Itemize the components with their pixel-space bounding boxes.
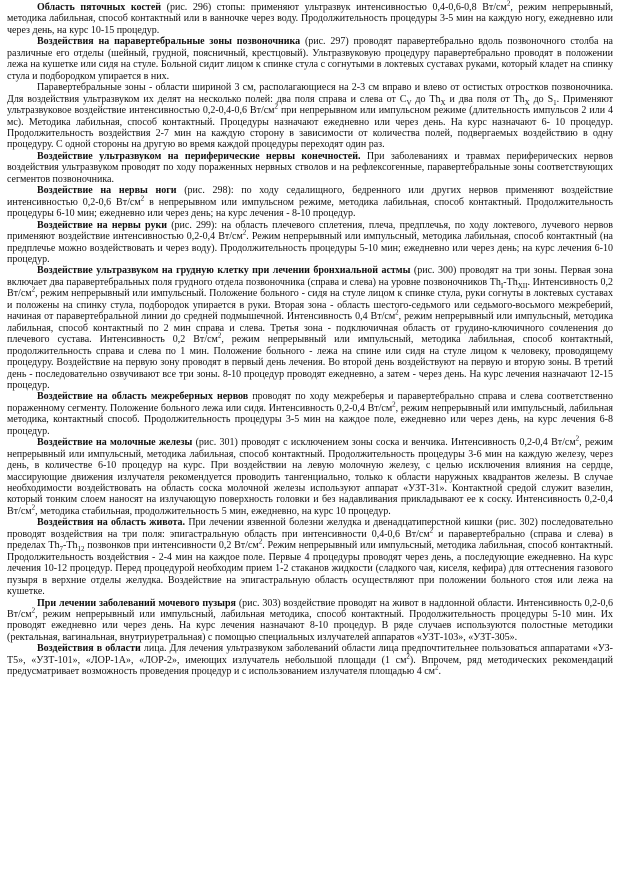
paragraph <box>7 185 613 219</box>
text-run: (рис. 296) стопы: применяют ультразвук интенсивностью 0,4-0,6-0,8 Вт/см <box>161 2 507 13</box>
paragraph <box>7 220 613 266</box>
bold-heading: Воздействие ультразвуком на периферические нервы конечностей. <box>37 150 361 162</box>
bold-heading: При лечении заболеваний мочевого пузыря <box>37 597 236 609</box>
superscript: 2 <box>392 400 396 409</box>
bold-heading: Воздействие на нервы руки <box>37 219 168 231</box>
superscript: 2 <box>506 0 511 8</box>
text-run: лица. Для лечения ультразвуком заболеваний области лица предпочтительнее пользоваться аппаратами «УЗ-Т5», «УЗТ-101», «ЛОР-1А», «ЛОР-2», имеющих излучатель небольшой площади (1 см <box>7 643 613 666</box>
paragraph <box>7 36 613 82</box>
text-run: до Th <box>411 93 441 105</box>
subscript: 1 <box>553 98 557 107</box>
text-run: (рис. 299): на область плечевого сплетения, плеча, предплечья, по ходу локтевого, лучевого нервов применяют воздействие интенсивностью 0,2-0,4 Вт/см <box>7 219 614 243</box>
text-run: , режим непрерывный или импульсный, методика лабильная, способ контактный по 2 мин справа и слева. Третья зона - подключичная область от грудино-ключичного сочленения до плечевого сустава. Интенсивность 0,2 Вт/см <box>7 311 614 346</box>
paragraph <box>7 391 613 437</box>
text-run: и паравертебрально (справа и слева) в пределах Th <box>7 528 613 552</box>
bold-heading: Воздействие ультразвуком на грудную клетку при лечении бронхиальной астмы <box>37 265 411 277</box>
text-run: , режим непрерывный или импульсный, методика лабильная, способ контактный. Продолжительность процедуры 3-6 мин на каждую железу, через день, в количестве 6-10 процедур на курс. При воздействии на левую молочную железу, с целью исключения влияния на сердце, массирующие движения излучателя рекомендуется проводить тангенциально, только к области наружных квадрантов железы. В случае необходимости воздействовать на область соска молочной железы используют аппарат «УЗТ-31». Контактной средой служит вазелин, который тонким слоем наносят на излучающую поверхность головки и без надавливания прикладывают ее к соску. Интенсивность 0,2-0,4 Вт/см <box>7 437 613 517</box>
bold-heading: Воздействия в области <box>37 643 141 655</box>
text-run: , режим непрерывный или импульсный, лабильная методика, контактный способ. Продолжительность процедуры 3-5 мин на каждое поле, ежедневно или через день, на курс лечения 6-8 процедур. <box>7 402 613 437</box>
text-run: -Th <box>503 276 518 288</box>
bold-heading: Воздействия на паравертебральные зоны позвоночника <box>37 36 301 48</box>
superscript: 2 <box>575 434 580 443</box>
paragraph <box>7 517 613 597</box>
paragraph <box>7 643 613 677</box>
text-run: , режим непрерывный или импульсный, лабильная методика, способ контактный. Продолжительность процедуры 5-10 мин. Их проводят ежедневно или через день. На курс лечения назначают 8-10 процедур. В ряде случаев используются полостные методики (ректальная, вагинальная, внутриуретральная) с помощью специальных излучателей аппаратов «УЗТ-103», «УЗТ-305». <box>7 609 613 643</box>
text-run: в непрерывном или импульсном режиме, методика лабильная, способ контактный. Продолжительность процедуры 6-10 мин; ежедневно или через день; на курс лечения - 8-10 процедур. <box>7 196 613 220</box>
subscript: XII <box>517 281 528 290</box>
superscript: 2 <box>31 503 36 512</box>
subscript: X <box>524 98 530 107</box>
superscript: 2 <box>395 308 399 317</box>
paragraph <box>7 82 613 151</box>
text-run: (рис. 301) проводят с исключением зоны соска и венчика. Интенсивность 0,2-0,4 Вт/см <box>192 437 576 449</box>
superscript: 2 <box>31 606 36 615</box>
superscript: 2 <box>242 228 247 237</box>
text-run: , методика стабильная, продолжительность 5 мин, ежедневно, на курс 10 процедур. <box>35 505 391 517</box>
bold-heading: Воздействие на молочные железы <box>37 437 193 449</box>
bold-heading: Воздействие на область межреберных нервов <box>37 391 249 403</box>
text-run: . <box>438 666 441 678</box>
subscript: I <box>500 281 504 290</box>
subscript: X <box>440 98 446 107</box>
text-run: . Интенсивность 0,2 Вт/см <box>7 276 614 300</box>
superscript: 2 <box>434 663 439 672</box>
subscript: 12 <box>77 545 85 554</box>
paragraph <box>7 434 613 517</box>
paragraph <box>7 598 613 644</box>
superscript: 2 <box>274 102 279 111</box>
paragraph <box>7 2 613 36</box>
paragraph <box>7 151 613 185</box>
text-run: При лечении язвенной болезни желудка и двенадцатиперстной кишки (рис. 302) последовательно проводят воздействия на три поля: эпигастральную область при интенсивности 0,4-0,6 Вт/см <box>7 517 614 540</box>
text-run: . Применяют ультразвуковое воздействие интенсивностью 0,2-0,4-0,6 Вт/см <box>7 93 614 117</box>
text-run: (рис. 297) проводят паравертебрально вдоль позвоночного столба на различные его отделы (шейный, грудной, поясничный, крестцовый). Ультразвуковую процедуру паравертебрально проводят в положении лежа на кушетке или сидя на стуле. Больной сидит лицом к спинке стула с согнутыми в локтевых суставах руками, который кладет на спинку стула и подбородком упирается в них. <box>7 36 613 82</box>
bold-heading: Воздействие на нервы ноги <box>37 185 177 197</box>
text-run: . Режим непрерывный или импульсный, методика лабильная, способ контактный (на предплечье можно воздействовать и через воду). Продолжительность процедуры 5-10 мин; ежедневно или через день; на курс лечения 6-10 процедур. <box>7 231 613 265</box>
text-run: проводят по ходу межреберья и паравертебрально справа и слева соответственно пораженному сегменту. Положение больного лежа или сидя. Интенсивность 0,2-0,4 Вт/см <box>7 391 613 414</box>
paragraph <box>7 265 613 391</box>
text-run: , режим непрерывный или импульсный. Положение больного - сидя на стуле лицом к спинке стула, руки согнуты в локтевых суставах и положены на спинку стула, подбородок упирается в руки. Вторая зона - область шестого-седьмого или седьмого-восьмого межреберий, начиная от паравертебральной линии до средней подмышечной. Интенсивность 0,4 Вт/см <box>7 288 613 323</box>
text-run: при непрерывном или импульсном режиме (длительность импульсов 2 или 4 мс). Методика лабильная, способ контактный. Процедуры назначают ежедневно или через день. На курс назначают 6- 10 процедур. Продолжительность воздействия 2-7 мин на каждую сторону в зависимости от количества полей, подвергаемых воздействию в одну процедуру. С одной стороны на другую во время каждой процедуры переходят один раз. <box>7 105 613 151</box>
text-run: , режим непрерывный, методика лабильная, способ контактный или в ванночке через воду. Продолжительность процедуры 3-5 мин на каждую ногу, ежедневно или через день, на курс 10-15 процедур. <box>7 2 613 36</box>
text-run: -Th <box>63 540 78 552</box>
superscript: 2 <box>217 331 222 340</box>
text-run: до S <box>529 93 554 105</box>
text-run: При заболеваниях и травмах периферических нервов воздействия ультразвуком проводят по ходу пораженных нервных стволов и на рефлексогенные, паравертебральные зоны соответствующих сегментов позвоночника. <box>7 150 613 185</box>
bold-heading: Область пяточных костей <box>37 2 162 13</box>
text-run: ). Впрочем, ряд методических рекомендаций предусматривает возможность проведения процедур и с использованием излучателя площадью 4 см <box>7 654 613 678</box>
superscript: 2 <box>140 194 145 203</box>
text-run: , режим непрерывный или импульсный, методика лабильная, способ контактный, продолжительность справа и слева по 1 мин. Положение больного - лежа на спине или сидя на стуле лицом к человеку, проводящему процедуру. Воздействие на первую зону проводят в первый день лечения. Во второй день воздействуют на первую и вторую зоны. В третий день - последовательно озвучивают все три зоны. 8-10 процедур проводят ежедневно, а затем - через день. На курс лечения назначают 12-15 процедур. <box>7 334 613 391</box>
bold-heading: Воздействия на область живота. <box>37 517 186 529</box>
text-run: . Режим непрерывный или импульсный, методика лабильная, способ контактный. Продолжительность воздействия - 2-4 мин на каждое поле. Первые 4 процедуры проводят через день, а последующие ежедневно. На курс лечения 10-12 процедур. Перед процедурой необходим прием 1-2 стаканов жидкости (сладкого чая, киселя, кефира) для оттеснения газового пузыря в верхние отделы желудка. Воздействие на эпигастральную область осуществляют при положении больного стоя или лежа на кушетке. <box>7 540 613 598</box>
text-run: позвонков при интенсивности 0,2 Вт/см <box>84 540 259 552</box>
superscript: 2 <box>31 286 36 294</box>
subscript: 7 <box>59 545 64 554</box>
text-run: и два поля от Th <box>445 93 525 105</box>
subscript: V <box>406 98 412 107</box>
text-run: (рис. 298): по ходу седалищного, бедренного или других нервов применяют воздействие интенсивностью 0,2-0,6 Вт/см <box>7 185 613 208</box>
text-run: (рис. 300) проводят на три зоны. Первая зона включает два паравертебральных поля грудного отдела позвоночника (справа и слева) на уровне позвоночников Th <box>7 265 613 288</box>
text-run: (рис. 303) воздействие проводят на живот в надлонной области. Интенсивность 0,2-0,6 Вт/см <box>7 597 614 621</box>
text-run: Паравертебральные зоны - области шириной 3 см, располагающиеся на 2-3 см вправо и влево от остистых отростков позвоночника. Для воздействия ультразвуком их делят на несколько полей: два поля справа и слева от C <box>7 82 613 105</box>
superscript: 2 <box>406 652 410 661</box>
superscript: 2 <box>258 537 263 546</box>
superscript: 2 <box>429 526 434 535</box>
